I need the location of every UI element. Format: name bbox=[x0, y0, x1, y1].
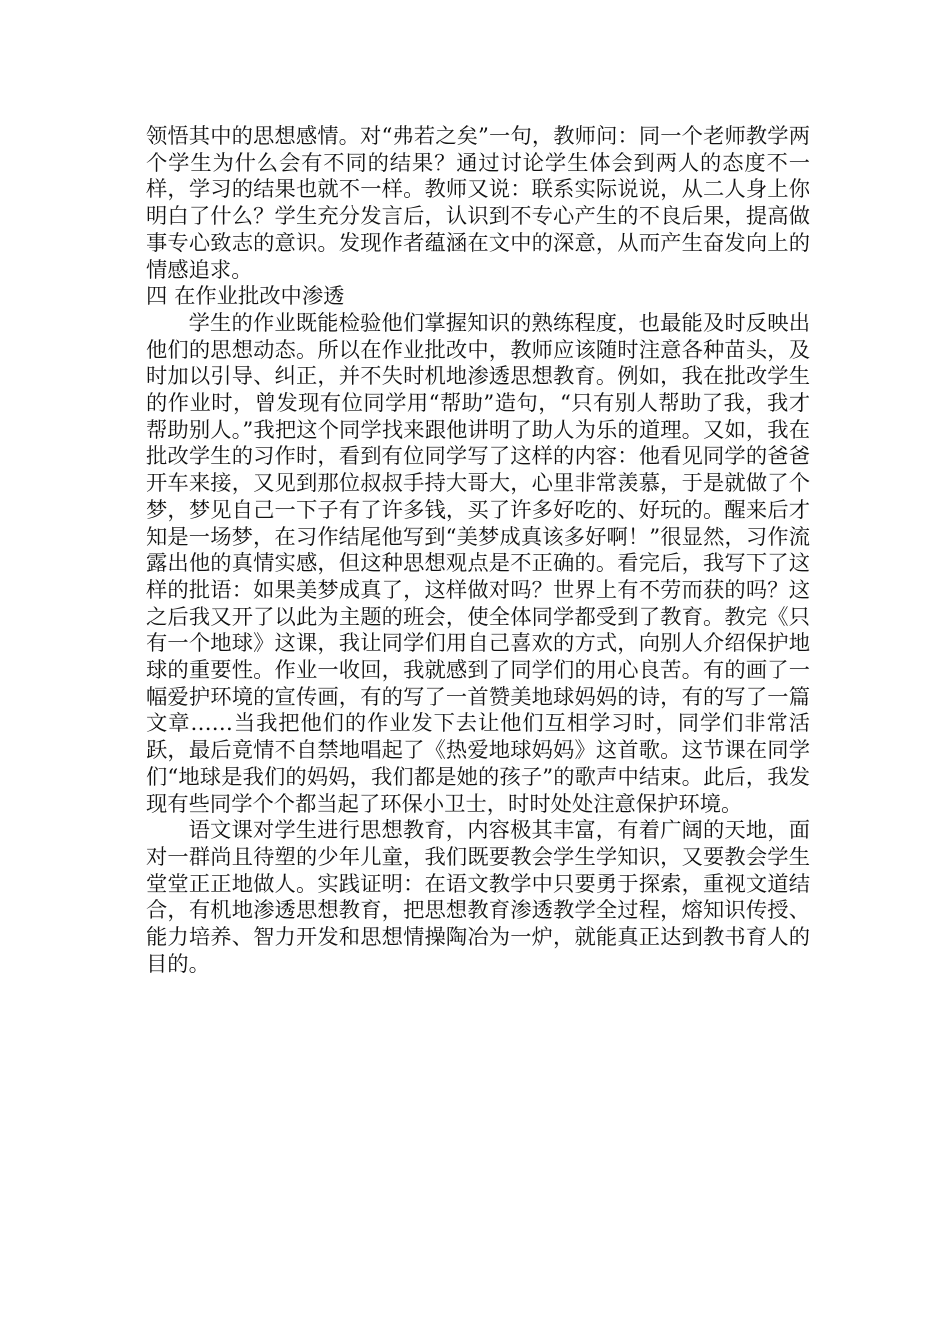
section-heading: 四 在作业批改中渗透 bbox=[146, 284, 345, 310]
paragraph-continuation: 领悟其中的思想感情。对“弗若之矣”一句，教师问：同一个老师教学两个学生为什么会有不同的结果？通过讨论学生体会到两人的态度不一样，学习的结果也就不一样。教师又说：联系实际说说，从二人身上你明白了什么？学生充分发言后，认识到不专心产生的不良后果，提高做事专心致志的意识。发现作者蕴涵在文中的深意，从而产生奋发向上的情感追求。 bbox=[146, 124, 810, 283]
document-page bbox=[146, 124, 810, 979]
paragraph-homework-correction: 学生的作业既能检验他们掌握知识的熟练程度，也最能及时反映出他们的思想动态。所以在作业批改中，教师应该随时注意各种苗头，及时加以引导、纠正，并不失时机地渗透思想教育。例如，我在批改学生的作业时，曾发现有位同学用“帮助”造句，“只有别人帮助了我，我才帮助别人。”我把这个同学找来跟他讲明了助人为乐的道理。又如，我在批改学生的习作时，看到有位同学写了这样的内容：他看见同学的爸爸开车来接，又见到那位叔叔手持大哥大，心里非常羡慕，于是就做了个梦，梦见自己一下子有了许多钱，买了许多好吃的、好玩的。醒来后才知是一场梦，在习作结尾他写到“美梦成真该多好啊！”很显然，习作流露出他的真情实感，但这种思想观点是不正确的。看完后，我写下了这样的批语：如果美梦成真了，这样做对吗？世界上有不劳而获的吗？这之后我又开了以此为主题的班会，使全体同学都受到了教育。教完《只有一个地球》这课，我让同学们用自己喜欢的方式，向别人介绍保护地球的重要性。作业一收回，我就感到了同学们的用心良苦。有的画了一幅爱护环境的宣传画，有的写了一首赞美地球妈妈的诗，有的写了一篇文章……当我把他们的作业发下去让他们互相学习时，同学们非常活跃，最后竟情不自禁地唱起了《热爱地球妈妈》这首歌。这节课在同学们“地球是我们的妈妈，我们都是她的孩子”的歌声中结束。此后，我发现有些同学个个都当起了环保小卫士，时时处处注意保护环境。 bbox=[146, 310, 810, 817]
paragraph-conclusion: 语文课对学生进行思想教育，内容极其丰富，有着广阔的天地，面对一群尚且待塑的少年儿童，我们既要教会学生学知识，又要教会学生堂堂正正地做人。实践证明：在语文教学中只要勇于探索，重视文道结合，有机地渗透思想教育，把思想教育渗透教学全过程，熔知识传授、能力培养、智力开发和思想情操陶冶为一炉，就能真正达到教书育人的目的。 bbox=[146, 818, 810, 977]
